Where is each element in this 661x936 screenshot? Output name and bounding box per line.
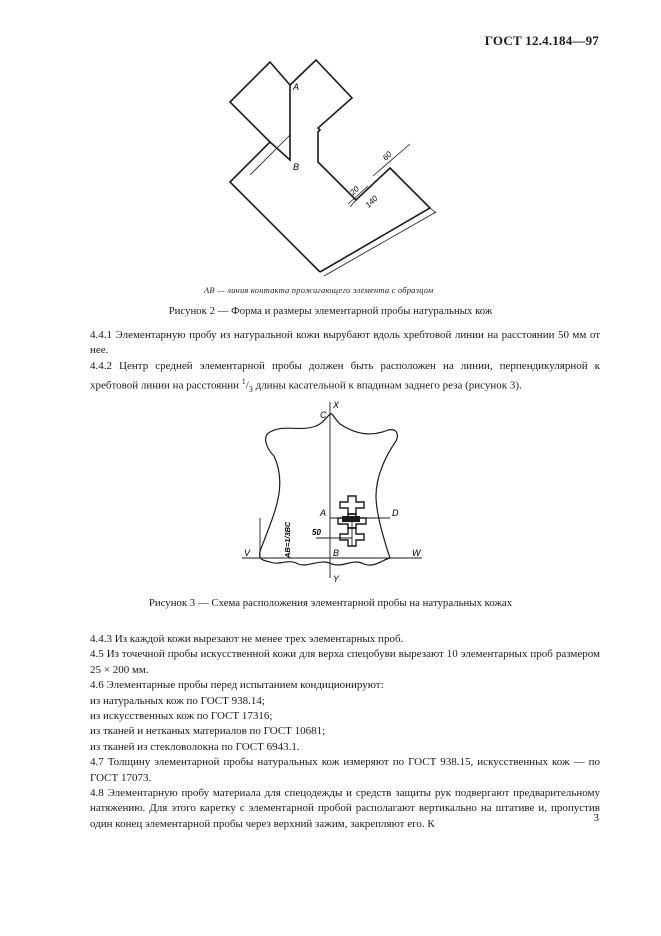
dim-label-60: 60 (380, 149, 394, 163)
label-a: А (293, 82, 300, 92)
label-x: Х (333, 400, 340, 410)
label-d: D (392, 508, 399, 518)
dim-label-140: 140 (363, 193, 380, 210)
section-4-4-3-to-4-8 (90, 632, 600, 832)
label-a: А (320, 508, 327, 518)
paragraph-4-4-2: 4.4.2 Центр средней элементарной пробы должен быть расположен на линии, перпендикулярной к хребтовой линии на расстоянии $^1/_3$ длины касательной к впадинам заднего реза (рисунок 3). (90, 359, 600, 395)
list-item: из натуральных кож по ГОСТ 938.14; (90, 694, 265, 707)
paragraph-4-5: 4.5 Из точечной пробы искусственной кожи для верха спецобуви вырезают 10 элементарных проб размером 25 × 200 мм. (90, 648, 600, 676)
dimension-line-60 (373, 144, 410, 176)
page-number: 3 (593, 812, 599, 824)
fraction-denominator: 3 (248, 385, 253, 395)
sample-center-block (342, 516, 360, 522)
paragraph-4-4-3: 4.4.3 Из каждой кожи вырезают не менее трех элементарных проб. (90, 633, 404, 645)
fraction-numerator: 1 (241, 377, 246, 387)
extension-line-3 (390, 168, 396, 173)
note-ab-label: АВ (204, 285, 215, 295)
specimen-outline-left (230, 62, 320, 272)
label-b: В (333, 548, 340, 558)
paragraph-4-8: 4.8 Элементарную пробу материала для спецодежды и средств защиты рук подвергают предварительному натяжению. Для этого каретку с элементарной пробой располагают вертикально на штативе и, пропустив один конец элементарной пробы через верхний зажим, закрепляют его. К (90, 787, 600, 830)
specimen-shape-diagram (200, 50, 460, 290)
dim-label-50: 50 (312, 528, 321, 537)
dimension-line-140 (324, 212, 436, 276)
sample-cross-upper (340, 496, 364, 514)
list-item: из тканей и нетканых материалов по ГОСТ 10681; (90, 725, 326, 738)
figure-2-caption: Рисунок 2 — Форма и размеры элементарной пробы натуральных кож (168, 305, 493, 317)
paragraph-4-6: 4.6 Элементарные пробы перед испытанием кондиционируют: (90, 679, 384, 692)
note-text: — линия контакта прожигающего элемента с образцом (214, 285, 434, 295)
list-item: из искусственных кож по ГОСТ 17316; (90, 710, 273, 723)
hide-layout-diagram (240, 396, 430, 588)
hide-outline (260, 414, 398, 565)
paragraph-4-7: 4.7 Толщину элементарной пробы натуральных кож измеряют по ГОСТ 938.15, искусственных кож — по ГОСТ 17073. (90, 756, 600, 784)
dim-label-ab-bc: АВ=1/3ВС (283, 521, 292, 558)
paragraph-4-4-1: 4.4.1 Элементарную пробу из натуральной кожи вырубают вдоль хребтовой линии на расстоянии 50 мм от нее. (90, 329, 600, 357)
label-b: В (293, 162, 300, 172)
figure-note (204, 285, 433, 295)
label-c: С (320, 410, 327, 420)
figure-3-caption: Рисунок 3 — Схема расположения элементарной пробы на натуральных кожах (148, 597, 513, 609)
label-w: W (412, 548, 421, 558)
label-v: V (244, 548, 251, 558)
dim-label-20: 20 (348, 184, 361, 198)
label-y: Y (333, 574, 340, 584)
specimen-outline-right (290, 60, 430, 272)
specimen-notch-left (270, 85, 290, 160)
document-header: ГОСТ 12.4.184—97 (484, 33, 599, 48)
section-4-4 (90, 328, 600, 397)
list-item: из тканей из стекловолокна по ГОСТ 6943.1. (90, 740, 300, 753)
extension-line-2 (430, 208, 436, 213)
